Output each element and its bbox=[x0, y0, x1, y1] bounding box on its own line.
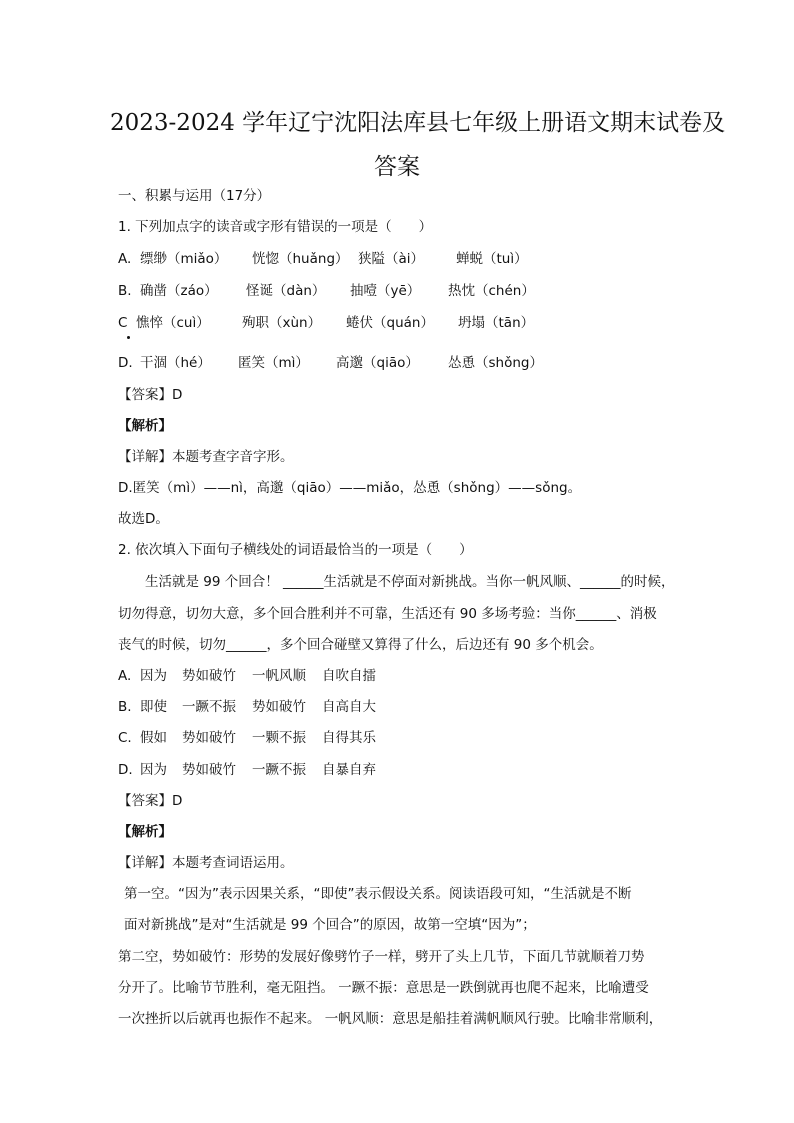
option-item: 假如 bbox=[140, 730, 167, 746]
q2-passage-line: 丧气的时候，切勿______，多个回合碰壁又算得了什么，后边还有 90 多个机会。 bbox=[118, 637, 603, 653]
option-item: 蜷伏（quán） bbox=[346, 315, 434, 331]
q2-answer: 【答案】D bbox=[118, 793, 183, 809]
option-item: 蝉蜕（tuì） bbox=[456, 251, 528, 267]
q1-detail: 【详解】本题考查字音字形。 bbox=[118, 449, 294, 465]
option-item: 热忱（chén） bbox=[448, 283, 535, 299]
q2-analysis-heading: 【解析】 bbox=[118, 824, 172, 840]
option-label: B. bbox=[118, 283, 132, 299]
q2-stem: 2. 依次填入下面句子横线处的词语最恰当的一项是（ ） bbox=[118, 542, 473, 558]
title-line-2: 答案 bbox=[374, 154, 420, 180]
q1-answer: 【答案】D bbox=[118, 387, 183, 403]
emphasis-dot-icon bbox=[127, 336, 130, 339]
q2-explanation-line: 第一空。“因为”表示因果关系，“即使”表示假设关系。阅读语段可知，“生活就是不断 bbox=[124, 886, 632, 902]
q2-explanation-line: 第二空，势如破竹：形势的发展好像劈竹子一样，劈开了头上几节，下面几节就顺着刀势 bbox=[118, 949, 645, 965]
q2-explanation-line: 分开了。比喻节节胜利，毫无阻挡。 一蹶不振：意思是一跌倒就再也爬不起来，比喻遭受 bbox=[118, 980, 649, 996]
option-item: 高邈（qiāo） bbox=[336, 355, 419, 371]
option-item: 势如破竹 bbox=[252, 699, 306, 715]
q2-explanation-line: 面对新挑战”是对“生活就是 99 个回合”的原因，故第一空填“因为”； bbox=[124, 917, 536, 933]
option-item: 干涸（hé） bbox=[140, 355, 211, 371]
option-item: 势如破竹 bbox=[182, 762, 236, 778]
option-label: B. bbox=[118, 699, 132, 715]
option-item: 自高自大 bbox=[322, 699, 376, 715]
option-item: 势如破竹 bbox=[182, 730, 236, 746]
option-item: 自暴自弃 bbox=[322, 762, 376, 778]
option-item: 一帆风顺 bbox=[252, 668, 306, 684]
option-label: D. bbox=[118, 762, 133, 778]
option-item: 怂恿（shǒng） bbox=[448, 355, 543, 371]
option-item: 势如破竹 bbox=[182, 668, 236, 684]
section-heading: 一、积累与运用（17分） bbox=[118, 188, 271, 204]
option-item: 狭隘（ài） bbox=[358, 251, 425, 267]
q2-passage-line: 切勿得意，切勿大意，多个回合胜利并不可靠，生活还有 90 多场考验：当你______、消极 bbox=[118, 606, 657, 622]
option-item: 确凿（záo） bbox=[140, 283, 218, 299]
q1-stem: 1. 下列加点字的读音或字形有错误的一项是（ ） bbox=[118, 219, 433, 235]
q2-passage-line: 生活就是 99 个回合！ ______生活就是不停面对新挑战。当你一帆风顺、______的时候， bbox=[118, 574, 675, 590]
option-label: D. bbox=[118, 355, 133, 371]
q2-detail: 【详解】本题考查词语运用。 bbox=[118, 855, 294, 871]
option-label: A. bbox=[118, 668, 132, 684]
option-item: 匿笑（mì） bbox=[238, 355, 309, 371]
option-item: 憔悴（cuì） bbox=[136, 315, 210, 331]
option-item: 怪诞（dàn） bbox=[246, 283, 326, 299]
q1-choice: 故选D。 bbox=[118, 511, 169, 527]
title-line-1: 2023-2024 学年辽宁沈阳法库县七年级上册语文期末试卷及 bbox=[110, 110, 726, 136]
option-item: 一蹶不振 bbox=[252, 762, 306, 778]
option-label: A. bbox=[118, 251, 132, 267]
option-item: 因为 bbox=[140, 762, 167, 778]
option-label: C bbox=[118, 315, 128, 331]
option-label: C. bbox=[118, 730, 132, 746]
option-item: 坍塌（tān） bbox=[458, 315, 535, 331]
q2-explanation-line: 一次挫折以后就再也振作不起来。 一帆风顺：意思是船挂着满帆顺风行驶。比喻非常顺利， bbox=[118, 1011, 663, 1027]
option-item: 因为 bbox=[140, 668, 167, 684]
option-item: 殉职（xùn） bbox=[242, 315, 322, 331]
option-item: 抽噎（yē） bbox=[350, 283, 421, 299]
option-item: 缥缈（miǎo） bbox=[140, 251, 228, 267]
option-item: 一蹶不振 bbox=[182, 699, 236, 715]
option-item: 自得其乐 bbox=[322, 730, 376, 746]
option-item: 恍惚（huǎng） bbox=[252, 251, 349, 267]
option-item: 自吹自擂 bbox=[322, 668, 376, 684]
q1-explanation: D.匿笑（mì）——nì，高邈（qiāo）——miǎo，怂恿（shǒng）——sǒng。 bbox=[118, 480, 582, 496]
option-item: 即使 bbox=[140, 699, 167, 715]
option-item: 一颗不振 bbox=[252, 730, 306, 746]
q1-analysis-heading: 【解析】 bbox=[118, 418, 172, 434]
